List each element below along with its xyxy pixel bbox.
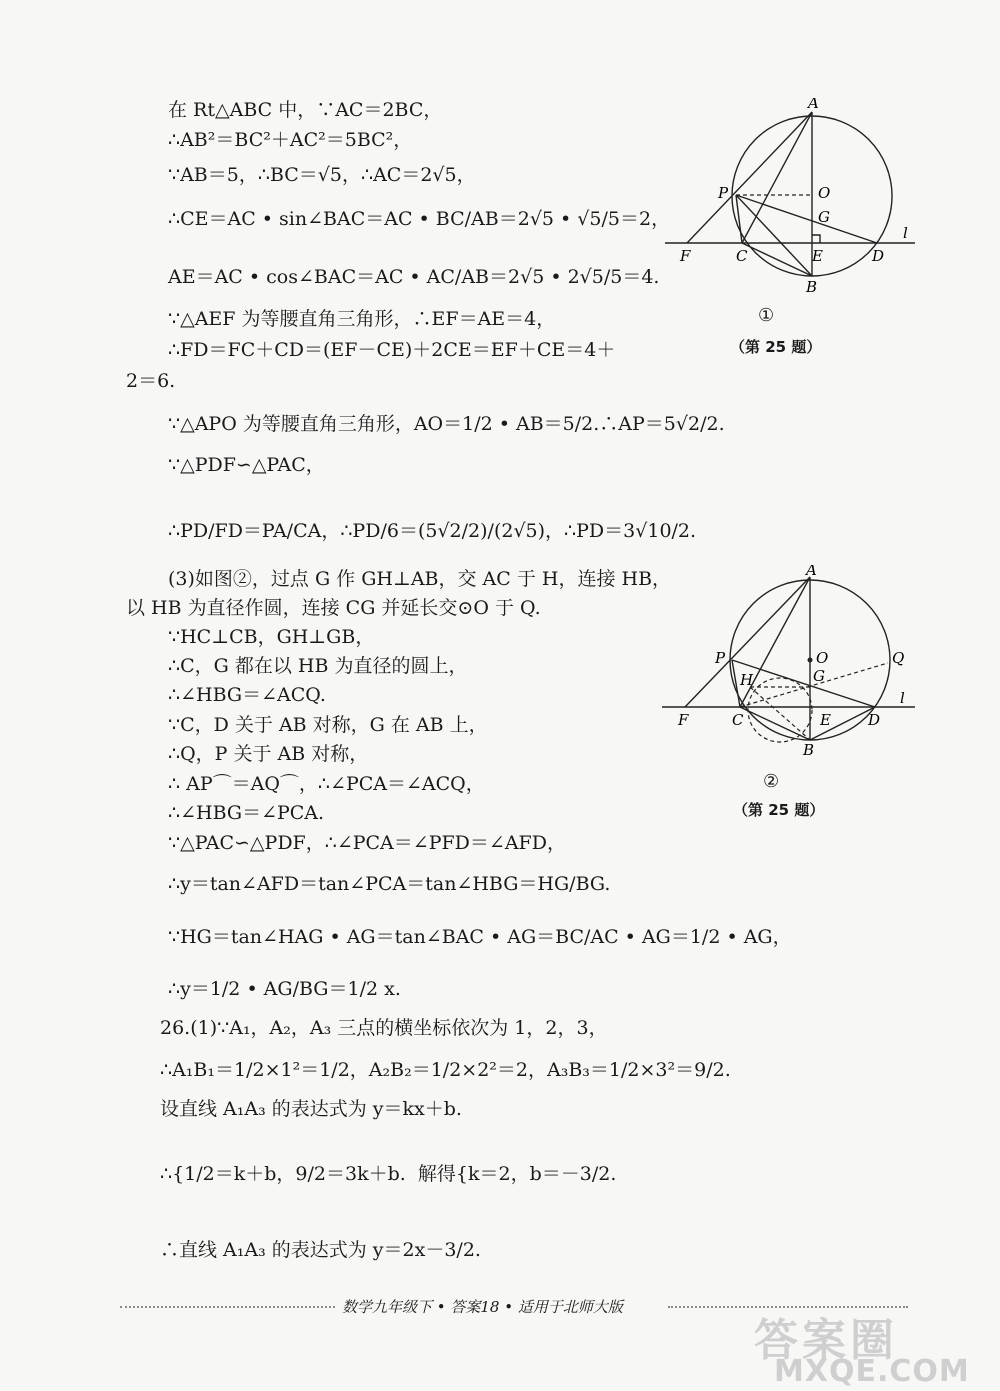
solution-line: ∵AB＝5，∴BC＝√5，∴AC＝2√5，	[168, 164, 476, 186]
solution-line: ∴∠HBG＝∠PCA.	[168, 802, 325, 824]
point-label-P: P	[715, 649, 726, 667]
watermark-url: MXQE.COM	[774, 1354, 970, 1389]
point-label-C: C	[736, 247, 748, 265]
solution-line: 2＝6.	[126, 370, 176, 392]
point-label-B: B	[806, 278, 818, 296]
point-label-H: H	[740, 671, 754, 689]
point-label-F: F	[680, 247, 691, 265]
point-label-A: A	[808, 98, 819, 112]
solution-line: ∵△AEF 为等腰直角三角形，∴EF＝AE＝4，	[168, 308, 556, 330]
solution-line: ∴FD＝FC＋CD＝(EF－CE)＋2CE＝EF＋CE＝4＋	[168, 339, 616, 361]
figure-2-number: ②	[763, 771, 780, 792]
point-label-O: O	[816, 649, 829, 667]
solution-line: 在 Rt△ABC 中，∵AC＝2BC，	[168, 99, 443, 121]
solution-line: ∴AB²＝BC²＋AC²＝5BC²，	[168, 129, 413, 151]
point-label-Q: Q	[892, 649, 905, 667]
solution-line: ∵HG＝tan∠HAG • AG＝tan∠BAC • AG＝BC/AC • AG＝1/2 • AG，	[168, 926, 792, 948]
point-label-P: P	[718, 184, 729, 202]
point-label-D: D	[872, 247, 885, 265]
solution-line: AE＝AC • cos∠BAC＝AC • AC/AB＝2√5 • 2√5/5＝4.	[168, 266, 660, 288]
point-label-G: G	[813, 667, 825, 685]
point-label-l: l	[900, 689, 905, 707]
point-label-F: F	[678, 711, 689, 729]
figure-2-diagram	[660, 565, 920, 765]
solution-line: ∴直线 A₁A₃ 的表达式为 y＝2x－3/2.	[160, 1239, 481, 1261]
figure-1-caption: （第 25 题）	[730, 338, 822, 356]
solution-line: ∴{1/2＝k＋b，9/2＝3k＋b. 解得{k＝2，b＝－3/2.	[160, 1163, 617, 1185]
solution-line: 以 HB 为直径作圆，连接 CG 并延长交⊙O 于 Q.	[126, 597, 541, 619]
solution-line: ∴y＝1/2 • AG/BG＝1/2 x.	[168, 978, 401, 1000]
solution-line: ∴y＝tan∠AFD＝tan∠PCA＝tan∠HBG＝HG/BG.	[168, 873, 611, 895]
figure-1-diagram	[660, 98, 920, 298]
solution-line: ∴Q，P 关于 AB 对称，	[168, 743, 369, 765]
point-label-E: E	[812, 247, 823, 265]
point-label-l: l	[903, 224, 908, 242]
solution-line: ∵△PDF∽△PAC，	[168, 454, 325, 476]
solution-line: ∴∠HBG＝∠ACQ.	[168, 684, 326, 706]
solution-line: ∴ AP⌒＝AQ⌒，∴∠PCA＝∠ACQ，	[168, 773, 485, 795]
solution-line: ∵HC⊥CB，GH⊥GB，	[168, 626, 375, 648]
solution-line: ∴C，G 都在以 HB 为直径的圆上，	[168, 655, 468, 677]
watermark-title: 答案圈	[754, 1315, 898, 1366]
solution-line: (3)如图②，过点 G 作 GH⊥AB，交 AC 于 H，连接 HB，	[168, 568, 672, 590]
footer-text: 数学九年级下 • 答案18 • 适用于北师大版	[342, 1298, 623, 1316]
solution-line: ∵C，D 关于 AB 对称，G 在 AB 上，	[168, 714, 488, 736]
footer-divider-left	[120, 1306, 335, 1308]
solution-line: ∴A₁B₁＝1/2×1²＝1/2，A₂B₂＝1/2×2²＝2，A₃B₃＝1/2×3²＝9/2.	[160, 1059, 731, 1081]
figure-1-number: ①	[758, 305, 775, 326]
point-label-B: B	[803, 741, 815, 759]
point-label-E: E	[820, 711, 831, 729]
solution-line: 设直线 A₁A₃ 的表达式为 y＝kx＋b.	[160, 1098, 462, 1120]
point-label-O: O	[818, 184, 831, 202]
solution-line: ∵△APO 为等腰直角三角形，AO＝1/2 • AB＝5/2.∴AP＝5√2/2.	[168, 413, 725, 435]
figure-2-caption: （第 25 题）	[733, 801, 825, 819]
point-label-G: G	[818, 208, 830, 226]
watermark	[754, 1304, 984, 1390]
solution-line: ∵△PAC∽△PDF，∴∠PCA＝∠PFD＝∠AFD，	[168, 832, 566, 854]
solution-line: ∴PD/FD＝PA/CA，∴PD/6＝(5√2/2)/(2√5)，∴PD＝3√10/2.	[168, 520, 697, 542]
point-label-A: A	[806, 565, 817, 579]
solution-line: 26.(1)∵A₁，A₂，A₃ 三点的横坐标依次为 1，2，3，	[160, 1017, 608, 1039]
solution-line: ∴CE＝AC • sin∠BAC＝AC • BC/AB＝2√5 • √5/5＝2，	[168, 208, 671, 230]
point-label-C: C	[732, 711, 744, 729]
point-label-D: D	[868, 711, 881, 729]
